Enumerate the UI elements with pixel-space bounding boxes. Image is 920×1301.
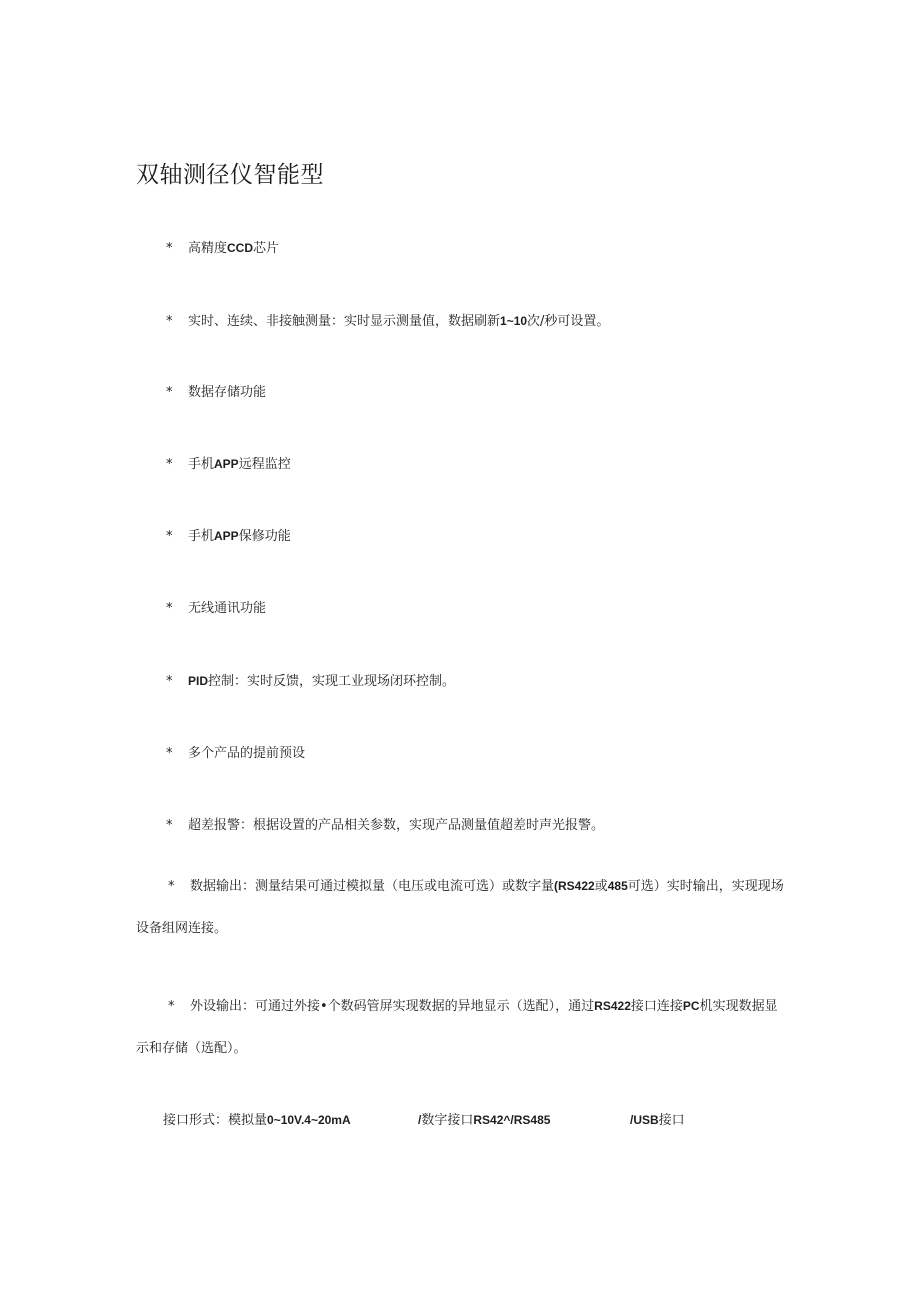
list-item: * 手机APP保修功能 bbox=[166, 526, 291, 547]
bullet-star: * bbox=[166, 314, 173, 329]
list-item: * 数据存储功能 bbox=[166, 382, 266, 403]
interface-digital: /数字接口RS42^/RS485 bbox=[418, 1113, 551, 1128]
list-item: * 手机APP远程监控 bbox=[166, 454, 291, 475]
list-item: * 多个产品的提前预设 bbox=[166, 743, 305, 764]
list-item: * 无线通讯功能 bbox=[166, 598, 266, 619]
list-item: * 高精度CCD芯片 bbox=[166, 238, 279, 259]
data-output-paragraph: * 数据输出：测量结果可通过模拟量（电压或电流可选）或数字量(RS422或485可选）实时输出，实现现场设备组网连接。 bbox=[136, 865, 786, 950]
bullet-star: * bbox=[166, 818, 173, 833]
page-title: 双轴测径仪智能型 bbox=[136, 162, 324, 188]
bullet-star: * bbox=[166, 385, 173, 400]
bullet-star: * bbox=[166, 241, 173, 256]
interface-usb: /USB接口 bbox=[630, 1113, 685, 1128]
list-item: * PID控制：实时反馈，实现工业现场闭环控制。 bbox=[166, 671, 455, 692]
bullet-star: * bbox=[166, 746, 173, 761]
bullet-star: * bbox=[166, 601, 173, 616]
list-item: * 实时、连续、非接触测量：实时显示测量值，数据刷新1~10次/秒可设置。 bbox=[166, 311, 609, 332]
list-item: * 超差报警：根据设置的产品相关参数，实现产品测量值超差时声光报警。 bbox=[166, 815, 604, 836]
peripheral-output-paragraph: * 外设输出：可通过外接•个数码管屏实现数据的异地显示（选配），通过RS422接口连接PC机实现数据显示和存储（选配）。 bbox=[136, 985, 786, 1070]
interface-label: 接口形式：模拟量0~10V.4~20mA bbox=[163, 1113, 351, 1128]
bullet-star: * bbox=[166, 457, 173, 472]
bullet-star: * bbox=[168, 999, 175, 1014]
bullet-star: * bbox=[168, 879, 175, 894]
bullet-star: * bbox=[166, 529, 173, 544]
bullet-star: * bbox=[166, 674, 173, 689]
